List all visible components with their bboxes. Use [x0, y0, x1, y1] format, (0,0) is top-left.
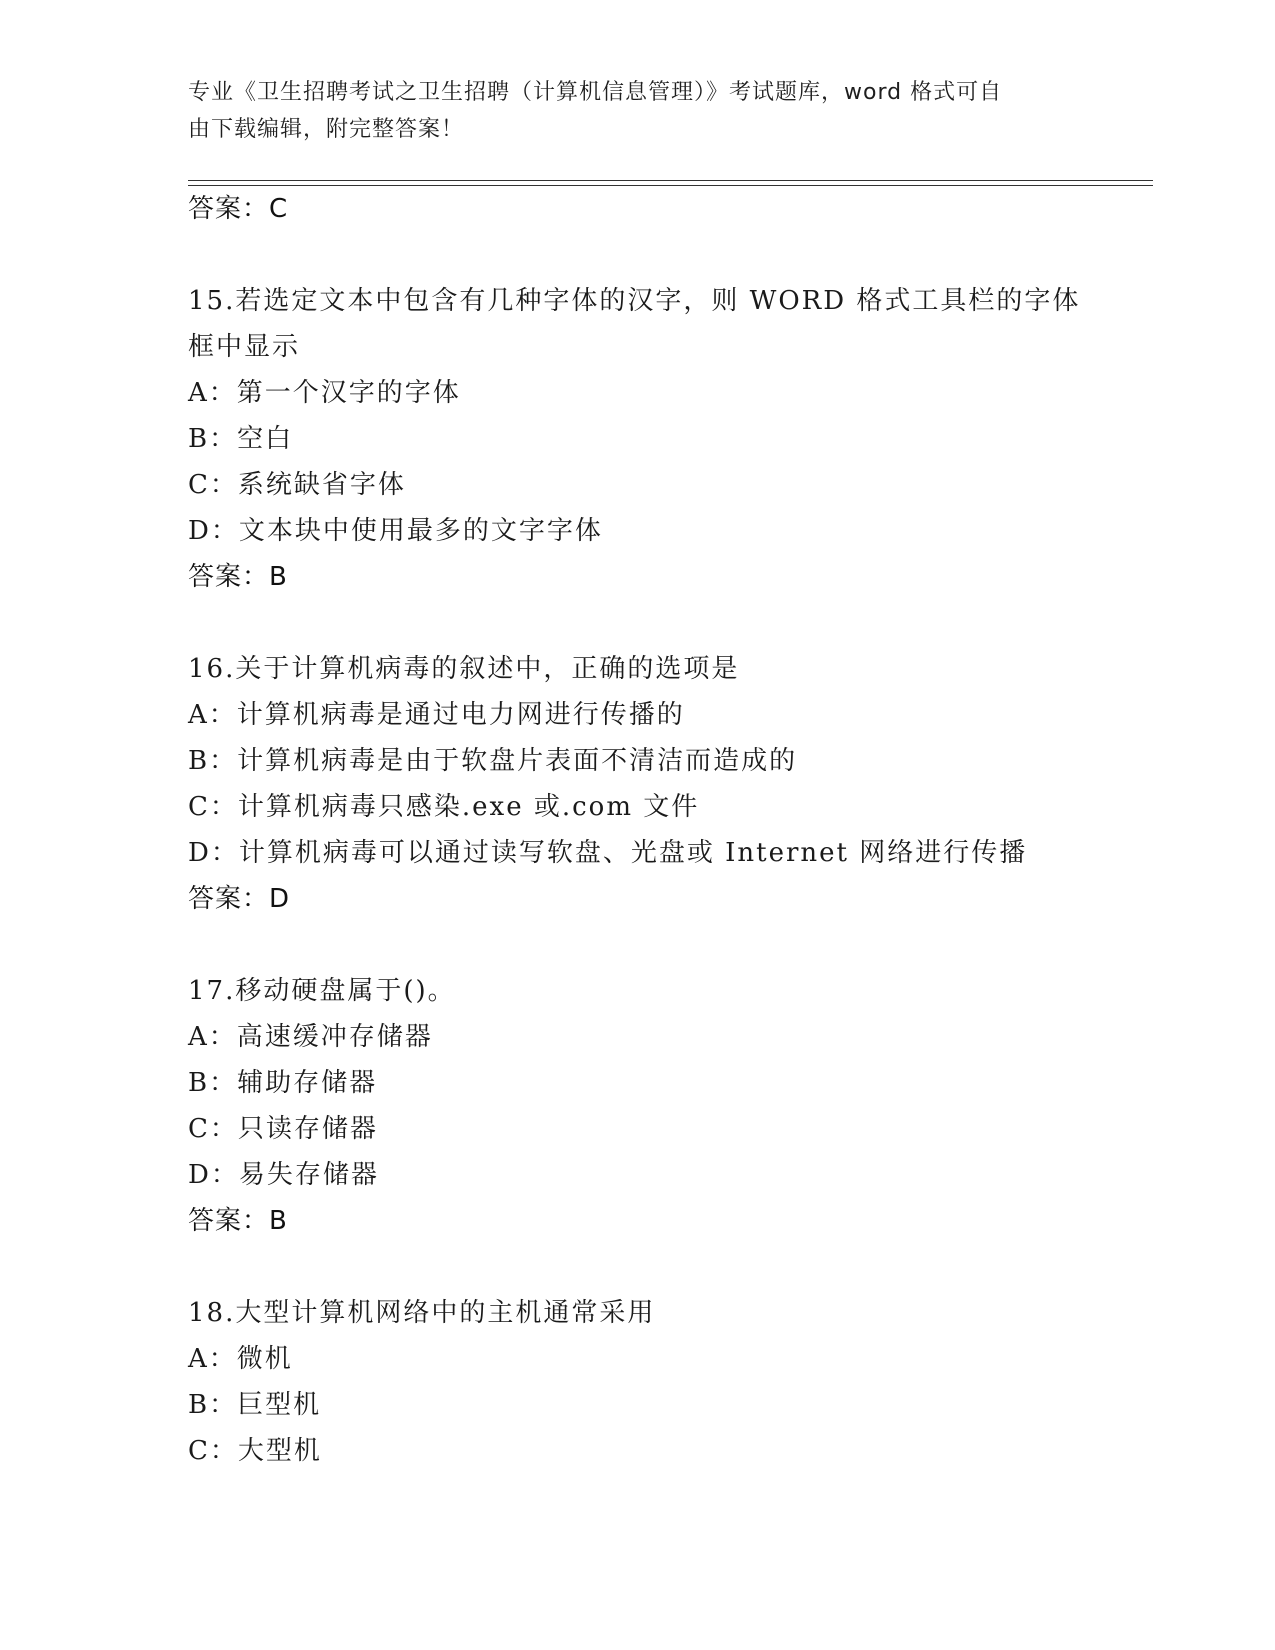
option-d: D：文本块中使用最多的文字字体	[188, 516, 603, 546]
option-c: C：只读存储器	[188, 1114, 378, 1144]
option-d: D：计算机病毒可以通过读写软盘、光盘或 Internet 网络进行传播	[188, 838, 1028, 868]
question-15	[188, 278, 1088, 600]
spacer	[188, 232, 1088, 278]
option-b: B：计算机病毒是由于软盘片表面不清洁而造成的	[188, 746, 798, 776]
header-line-1: 专业《卫生招聘考试之卫生招聘（计算机信息管理）》考试题库，word 格式可自	[188, 80, 1003, 105]
option-b: B：辅助存储器	[188, 1068, 378, 1098]
spacer	[188, 600, 1088, 646]
option-c: C：系统缺省字体	[188, 470, 406, 500]
option-c: C：计算机病毒只感染.exe 或.com 文件	[188, 792, 700, 822]
header-line-2: 由下载编辑，附完整答案！	[188, 117, 465, 142]
answer: 答案：B	[188, 562, 288, 592]
answer-previous: 答案：C	[188, 194, 289, 224]
answer: 答案：D	[188, 884, 291, 914]
question-17	[188, 968, 1088, 1244]
question-title: 15.若选定文本中包含有几种字体的汉字，则 WORD 格式工具栏的字体	[188, 286, 1081, 316]
option-b: B：空白	[188, 424, 294, 454]
spacer	[188, 1244, 1088, 1290]
document-header	[188, 74, 1068, 148]
header-divider-top	[188, 180, 1153, 181]
question-list	[188, 186, 1088, 1474]
option-a: A：第一个汉字的字体	[188, 378, 461, 408]
option-a: A：微机	[188, 1344, 293, 1374]
question-title: 18.大型计算机网络中的主机通常采用	[188, 1298, 656, 1328]
option-d: D：易失存储器	[188, 1160, 379, 1190]
spacer	[188, 922, 1088, 968]
question-16	[188, 646, 1088, 922]
option-b: B：巨型机	[188, 1390, 322, 1420]
question-18	[188, 1290, 1088, 1474]
question-title: 16.关于计算机病毒的叙述中，正确的选项是	[188, 654, 740, 684]
option-a: A：计算机病毒是通过电力网进行传播的	[188, 700, 685, 730]
question-title: 17.移动硬盘属于()。	[188, 976, 456, 1006]
option-c: C：大型机	[188, 1436, 322, 1466]
option-a: A：高速缓冲存储器	[188, 1022, 433, 1052]
answer: 答案：B	[188, 1206, 288, 1236]
question-title-continued: 框中显示	[188, 332, 301, 362]
